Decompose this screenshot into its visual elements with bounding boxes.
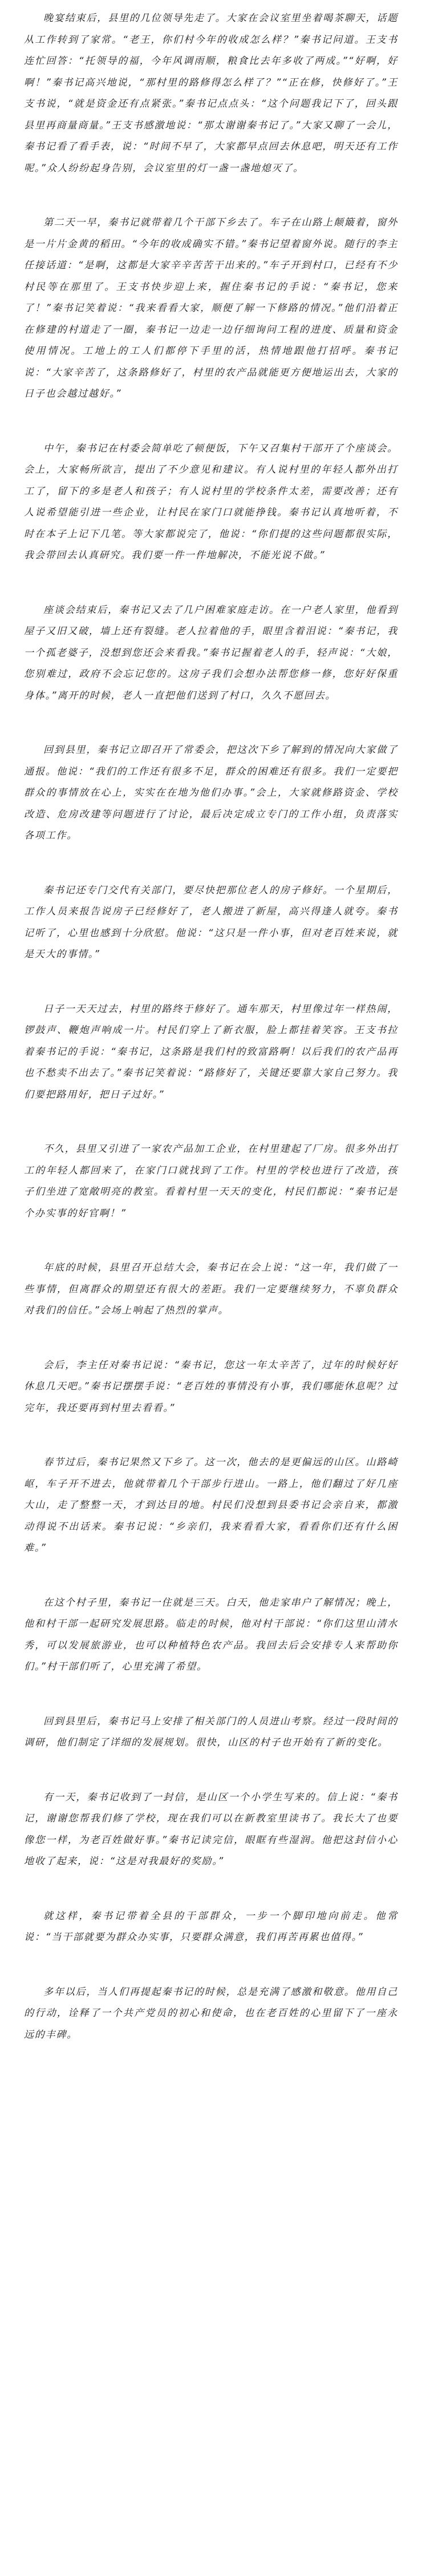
paragraph: 日子一天天过去，村里的路终于修好了。通车那天，村里像过年一样热闹，锣鼓声、鞭炮声响成一片。村民们穿上了新衣服，脸上都挂着笑容。王支书拉着秦书记的手说：“秦书记，这条路是我们村的致富路啊！以后我们的农产品再也不愁卖不出去了。”秦书记笑着说：“路修好了，关键还要靠大家自己努力。我们要把路用好，把日子过好。” (24, 1003, 398, 1100)
paragraph: 回到县里，秦书记立即召开了常委会，把这次下乡了解到的情况向大家做了通报。他说：“我们的工作还有很多不足，群众的困难还有很多。我们一定要把群众的事情放在心上，实实在在地为他们办事。”会上，大家就修路资金、学校改造、危房改建等问题进行了讨论，最后决定成立专门的工作小组，负责落实各项工作。 (24, 744, 398, 841)
paragraph: 晚宴结束后，县里的几位领导先走了。大家在会议室里坐着喝茶聊天，话题从工作转到了家常。“老王，你们村今年的收成怎么样？”秦书记问道。王支书连忙回答：“托领导的福，今年风调雨顺，粮食比去年多收了两成。”“好啊，好啊！”秦书记高兴地说，“那村里的路修得怎么样了？”“正在修，快修好了。”王支书说，“就是资金还有点紧张。”秦书记点点头：“这个问题我记下了，回头跟县里再商量商量。”王支书感激地说：“那太谢谢秦书记了。”大家又聊了一会儿，秦书记看了看手表，说：“时间不早了，大家都早点回去休息吧，明天还有工作呢。”众人纷纷起身告别，会议室里的灯一盏一盏地熄灭了。 (24, 13, 398, 174)
paragraph: 回到县里后，秦书记马上安排了相关部门的人员进山考察。经过一段时间的调研，他们制定了详细的发展规划。很快，山区的村子也开始有了新的变化。 (24, 1715, 398, 1748)
paragraph: 会后，李主任对秦书记说：“秦书记，您这一年太辛苦了，过年的时候好好休息几天吧。”秦书记摆摆手说：“老百姓的事情没有小事，我们哪能休息呢？过完年，我还要再到村里去看看。” (24, 1359, 398, 1414)
paragraph: 不久，县里又引进了一家农产品加工企业，在村里建起了厂房。很多外出打工的年轻人都回来了，在家门口就找到了工作。村里的学校也进行了改造，孩子们坐进了宽敞明亮的教室。看着村里一天天的变化，村民们都说：“秦书记是个办实事的好官啊！” (24, 1143, 398, 1219)
paragraph: 秦书记还专门交代有关部门，要尽快把那位老人的房子修好。一个星期后，工作人员来报告说房子已经修好了，老人搬进了新屋，高兴得逢人就夸。秦书记听了，心里也感到十分欣慰。他说：“这只是一件小事，但对老百姓来说，就是天大的事情。” (24, 884, 398, 960)
paragraph: 就这样，秦书记带着全县的干部群众，一步一个脚印地向前走。他常说：“当干部就要为群众办实事，只要群众满意，我们再苦再累也值得。” (24, 1910, 398, 1943)
paragraph: 年底的时候，县里召开总结大会，秦书记在会上说：“这一年，我们做了一些事情，但离群众的期望还有很大的差距。我们一定要继续努力，不辜负群众对我们的信任。”会场上响起了热烈的掌声。 (24, 1262, 398, 1316)
paragraph: 座谈会结束后，秦书记又去了几户困难家庭走访。在一户老人家里，他看到屋子又旧又破，墙上还有裂缝。老人拉着他的手，眼里含着泪说：“秦书记，我一个孤老婆子，没想到您还会来看我。”秦书记握着老人的手，轻声说：“大娘，您别难过，政府不会忘记您的。这房子我们会想办法帮您修一修，您好好保重身体。”离开的时候，老人一直把他们送到了村口，久久不愿回去。 (24, 604, 398, 702)
paragraph: 在这个村子里，秦书记一住就是三天。白天，他走家串户了解情况；晚上，他和村干部一起研究发展思路。临走的时候，他对村干部说：“你们这里山清水秀，可以发展旅游业，也可以种植特色农产品。我回去后会安排专人来帮助你们。”村干部们听了，心里充满了希望。 (24, 1597, 398, 1672)
paragraph: 春节过后，秦书记果然又下乡了。这一次，他去的是更偏远的山区。山路崎岖，车子开不进去，他就带着几个干部步行进山。一路上，他们翻过了好几座大山，走了整整一天，才到达目的地。村民们没想到县委书记会亲自来，都激动得说不出话来。秦书记说：“乡亲们，我来看看大家，看看你们还有什么困难。” (24, 1457, 398, 1554)
paragraph: 多年以后，当人们再提起秦书记的时候，总是充满了感激和敬意。他用自己的行动，诠释了一个共产党员的初心和使命，也在老百姓的心里留下了一座永远的丰碑。 (24, 1986, 398, 2041)
paragraph: 第二天一早，秦书记就带着几个干部下乡去了。车子在山路上颠簸着，窗外是一片片金黄的稻田。“今年的收成确实不错。”秦书记望着窗外说。随行的李主任接话道：“是啊，这都是大家辛辛苦苦干出来的。”车子开到村口，已经有不少村民等在那里了。王支书快步迎上来，握住秦书记的手说：“秦书记，您来了！”秦书记笑着说：“我来看看大家，顺便了解一下修路的情况。”他们沿着正在修建的村道走了一圈，秦书记一边走一边仔细询问工程的进度、质量和资金使用情况。工地上的工人们都停下手里的活，热情地跟他打招呼。秦书记说：“大家辛苦了，这条路修好了，村里的农产品就能更方便地运出去，大家的日子也会越过越好。” (24, 217, 398, 400)
paragraph: 有一天，秦书记收到了一封信，是山区一个小学生写来的。信上说：“秦书记，谢谢您帮我们修了学校，现在我们可以在新教室里读书了。我长大了也要像您一样，为老百姓做好事。”秦书记读完信，眼眶有些湿润。他把这封信小心地收了起来，说：“这是对我最好的奖励。” (24, 1791, 398, 1867)
paragraph: 中午，秦书记在村委会简单吃了顿便饭，下午又召集村干部开了个座谈会。会上，大家畅所欲言，提出了不少意见和建议。有人说村里的年轻人都外出打工了，留下的多是老人和孩子；有人说村里的学校条件太差，需要改善；还有人说希望能引进一些企业，让村民在家门口就能挣钱。秦书记认真地听着，不时在本子上记下几笔。等大家都说完了，他说：“你们提的这些问题都很实际，我会带回去认真研究。我们要一件一件地解决，不能光说不做。” (24, 442, 398, 561)
